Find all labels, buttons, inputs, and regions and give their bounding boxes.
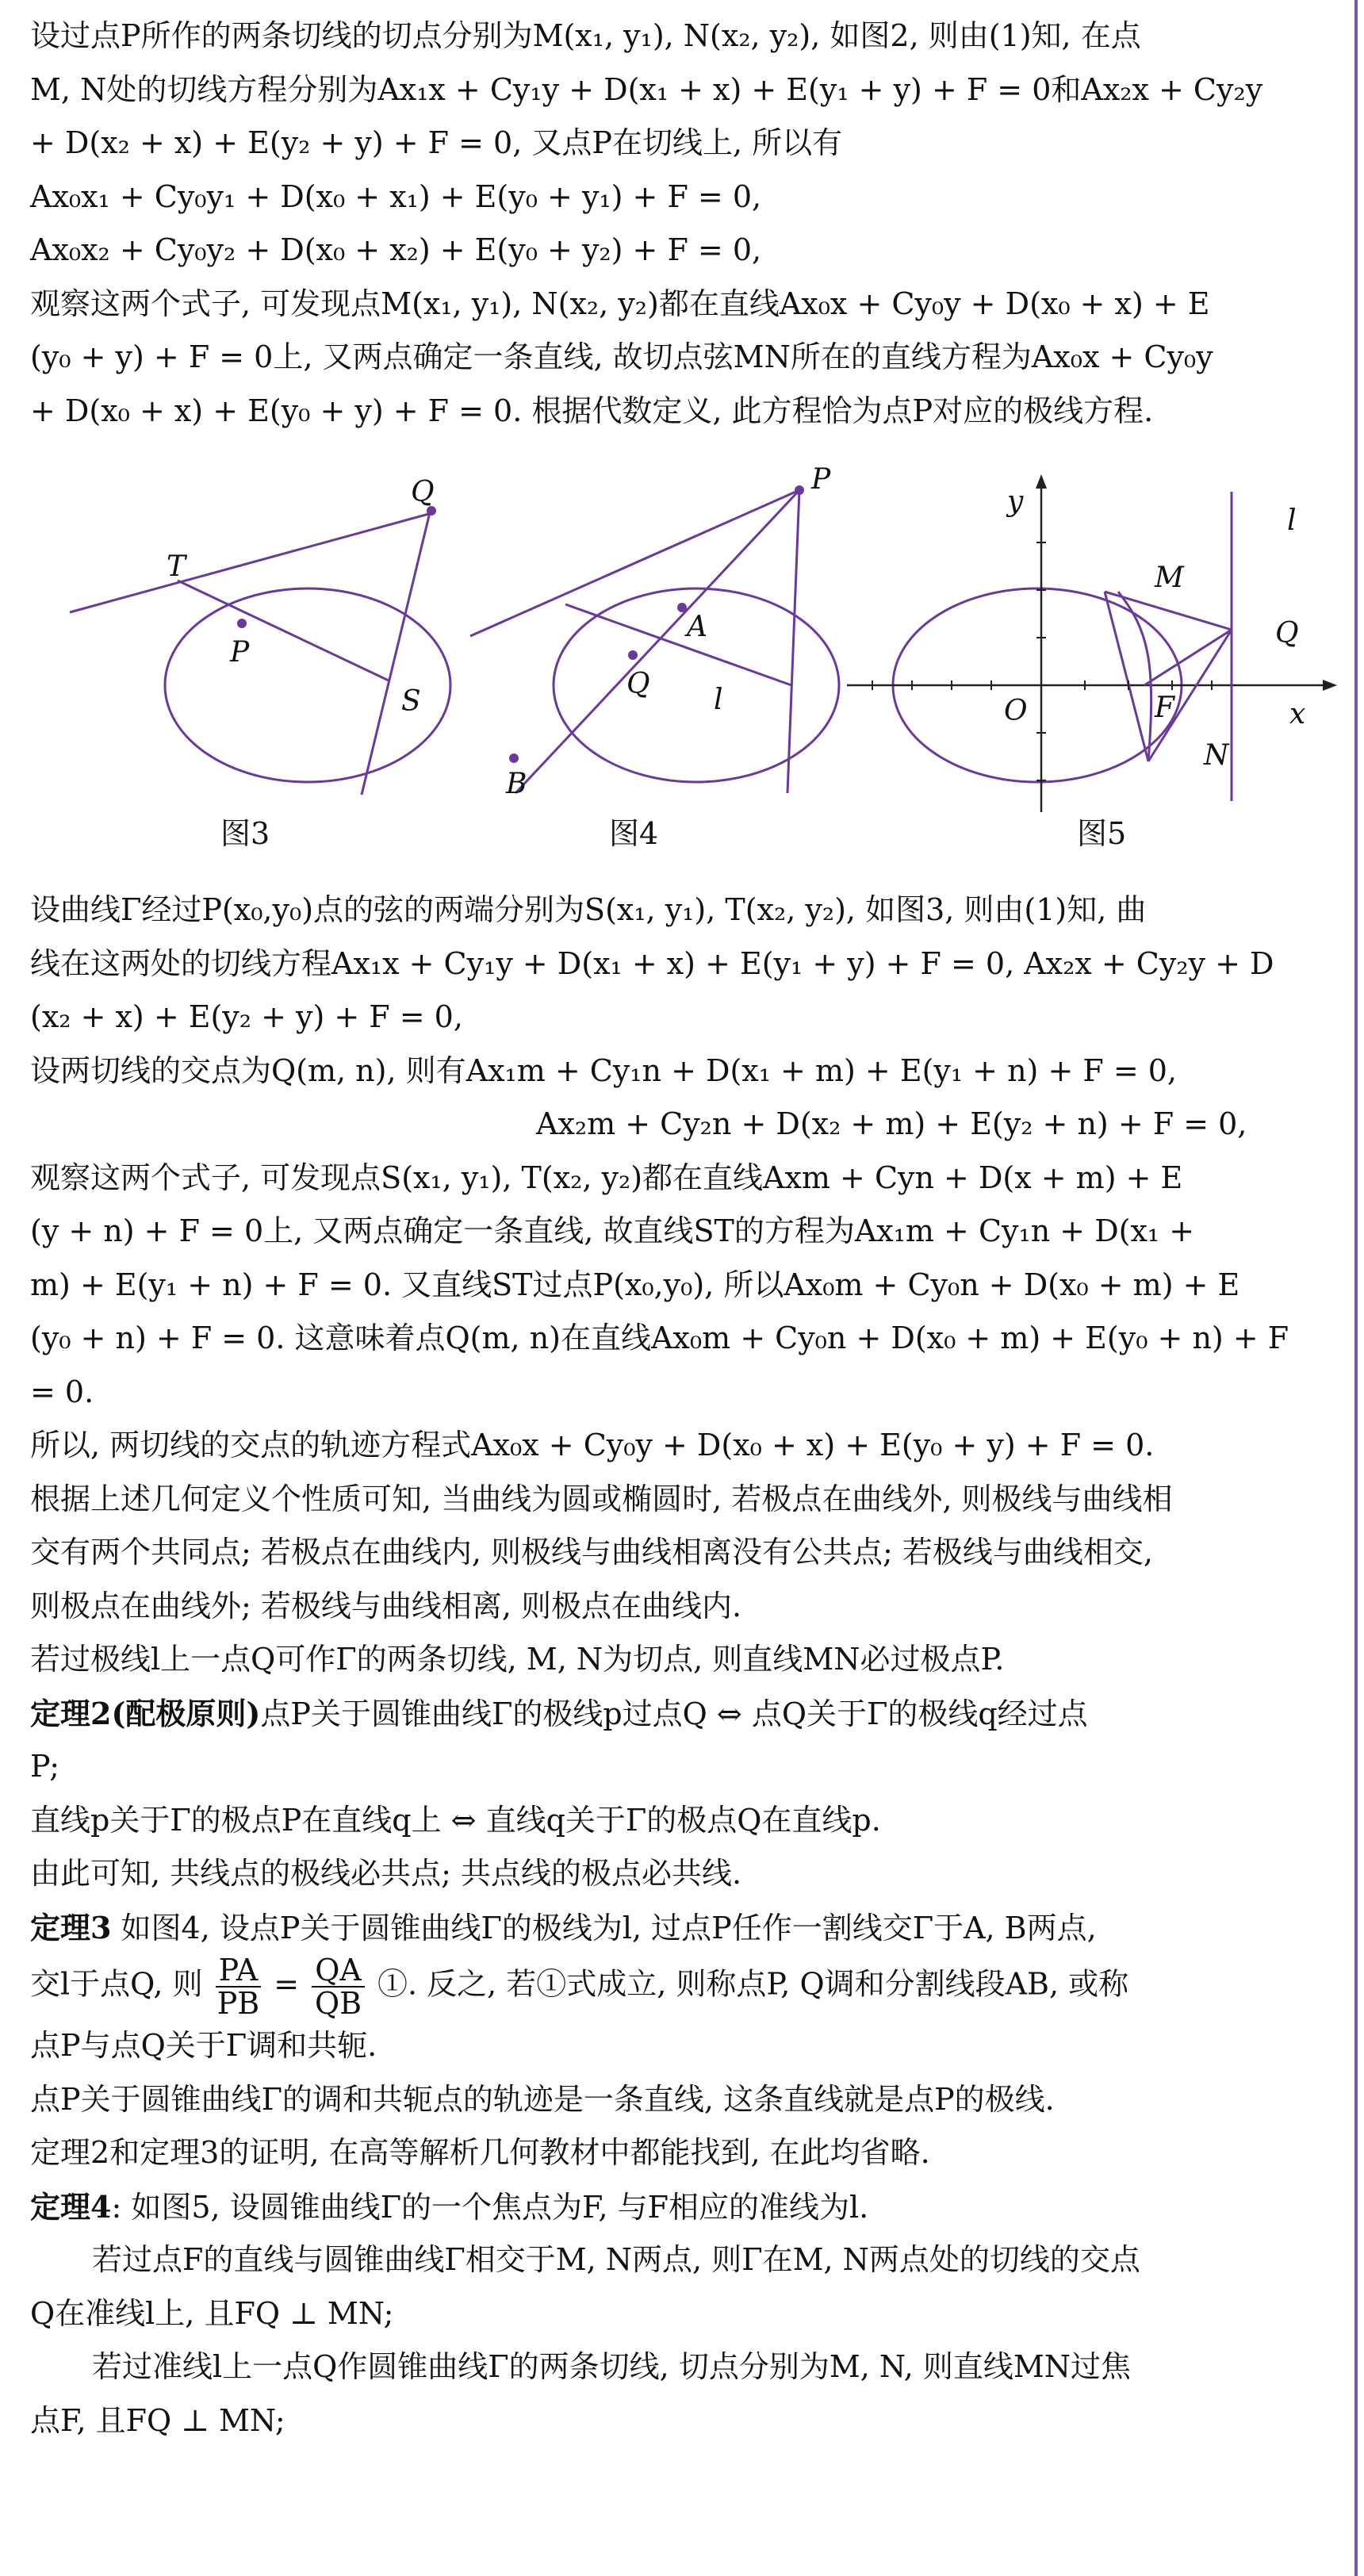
theorem-2-text: 点P关于圆锥曲线Γ的极线p过点Q ⇔ 点Q关于Γ的极线q经过点	[260, 1696, 1088, 1731]
fig5-arc-curve	[1118, 592, 1151, 761]
text-line: 若过点F的直线与圆锥曲线Γ相交于M, N两点, 则Γ在M, N两点处的切线的交点	[92, 2242, 1140, 2277]
equation-line: Ax₂m + Cy₂n + D(x₂ + m) + E(y₂ + n) + F = 0,	[536, 1106, 1247, 1141]
fig3-label-q: Q	[411, 476, 435, 508]
text-line: 所以, 两切线的交点的轨迹方程式Ax₀x + Cy₀y + D(x₀ + x) + E(y₀ + y) + F = 0.	[30, 1428, 1155, 1462]
text-line: 观察这两个式子, 可发现点S(x₁, y₁), T(x₂, y₂)都在直线Axm + Cyn + D(x + m) + E	[30, 1160, 1183, 1195]
fig3-point-p	[237, 619, 247, 628]
page-edge-rule	[1354, 0, 1358, 2576]
text-line: (y + n) + F = 0上, 又两点确定一条直线, 故直线ST的方程为Ax₁m + Cy₁n + D(x₁ +	[30, 1213, 1195, 1248]
paragraph-tangent-chord	[30, 10, 1340, 438]
paragraph-locus	[30, 1152, 1340, 1687]
text-line: 交有两个共同点; 若极点在曲线内, 则极线与曲线相离没有公共点; 若极线与曲线相交,	[30, 1535, 1154, 1570]
text-line: (x₂ + x) + E(y₂ + y) + F = 0,	[30, 999, 463, 1034]
figure-4-caption: 图4	[609, 816, 659, 851]
figure-5-diagram	[847, 481, 1331, 812]
fig3-label-s: S	[401, 685, 421, 718]
text-line: 若过极线l上一点Q可作Γ的两条切线, M, N为切点, 则直线MN必过极点P.	[30, 1642, 1005, 1677]
paragraph-chord-through-p	[30, 884, 1340, 1152]
text-line: 点F, 且FQ ⊥ MN;	[30, 2402, 285, 2438]
fig4-label-p: P	[811, 463, 831, 496]
fig5-label-x: x	[1289, 698, 1306, 730]
text-line: + D(x₀ + x) + E(y₀ + y) + F = 0. 根据代数定义, 此方程恰为点P对应的极线方程.	[30, 393, 1154, 428]
text-line: P;	[30, 1749, 60, 1784]
fig5-label-m: M	[1155, 562, 1184, 594]
theorem-3-text: 交l于点Q, 则	[30, 1966, 203, 2002]
text-line: 线在这两处的切线方程Ax₁x + Cy₁y + D(x₁ + x) + E(y₁ + y) + F = 0, Ax₂x + Cy₂y + D	[30, 945, 1274, 981]
theorem-3	[30, 1901, 1340, 2180]
theorem-4-text: : 如图5, 设圆锥曲线Γ的一个焦点为F, 与F相应的准线为l.	[111, 2189, 869, 2225]
figure-5-caption: 图5	[1077, 816, 1127, 851]
fig4-secant-pb	[515, 490, 799, 793]
fig4-label-q: Q	[626, 668, 650, 700]
theorem-4	[30, 2180, 1340, 2448]
fig5-label-q: Q	[1275, 617, 1299, 650]
fig4-label-l: l	[714, 684, 723, 716]
fig4-point-q	[628, 650, 638, 660]
fig5-label-n: N	[1204, 739, 1229, 772]
text-line: m) + E(y₁ + n) + F = 0. 又直线ST过点P(x₀,y₀), 所以Ax₀m + Cy₀n + D(x₀ + m) + E	[30, 1267, 1240, 1302]
figure-4-diagram	[470, 490, 839, 793]
fig5-segment-fq	[1144, 630, 1232, 685]
text-line: 直线p关于Γ的极点P在直线q上 ⇔ 直线q关于Γ的极点Q在直线p.	[30, 1802, 881, 1838]
figures-row	[30, 447, 1340, 860]
document-page	[30, 10, 1340, 2448]
fig3-label-p: P	[230, 636, 250, 669]
theorem-4-label: 定理4	[30, 2188, 112, 2225]
fig4-point-b	[509, 753, 519, 763]
theorem-3-text: 如图4, 设点P关于圆锥曲线Γ的极线为l, 过点P任作一割线交Γ于A, B两点,	[121, 1910, 1097, 1945]
text-line: 设曲线Γ经过P(x₀,y₀)点的弦的两端分别为S(x₁, y₁), T(x₂, y₂), 如图3, 则由(1)知, 曲	[30, 892, 1147, 927]
theorem-3-text: ①. 反之, 若①式成立, 则称点P, Q调和分割线段AB, 或称	[377, 1966, 1129, 2002]
theorem-2	[30, 1687, 1340, 1901]
theorem-3-label: 定理3	[30, 1909, 112, 1945]
text-line: 观察这两个式子, 可发现点M(x₁, y₁), N(x₂, y₂)都在直线Ax₀x + Cy₀y + D(x₀ + x) + E	[30, 286, 1210, 321]
figure-3-diagram	[70, 509, 450, 795]
fig4-tangent-upper	[470, 490, 799, 636]
equation-line: Ax₀x₂ + Cy₀y₂ + D(x₀ + x₂) + E(y₀ + y₂) + F = 0,	[30, 232, 762, 267]
text-line: 根据上述几何定义个性质可知, 当曲线为圆或椭圆时, 若极点在曲线外, 则极线与曲线相	[30, 1481, 1173, 1516]
text-line: 点P与点Q关于Γ调和共轭.	[30, 2028, 377, 2063]
fig5-label-y: y	[1007, 485, 1024, 518]
figures-svg	[30, 447, 1340, 860]
text-line: 若过准线l上一点Q作圆锥曲线Γ的两条切线, 切点分别为M, N, 则直线MN过焦	[92, 2349, 1132, 2384]
fig5-label-o: O	[1004, 695, 1028, 727]
text-line: 则极点在曲线外; 若极线与曲线相离, 则极点在曲线内.	[30, 1588, 742, 1623]
equation-line: Ax₀x₁ + Cy₀y₁ + D(x₀ + x₁) + E(y₀ + y₁) + F = 0,	[30, 178, 762, 214]
text-line: Q在准线l上, 且FQ ⊥ MN;	[30, 2295, 394, 2331]
text-line: (y₀ + y) + F = 0上, 又两点确定一条直线, 故切点弦MN所在的直线方程为Ax₀x + Cy₀y	[30, 339, 1213, 374]
fig4-point-p	[795, 485, 804, 495]
fraction-qa-qb: $\frac{QA}{QB}$	[312, 1954, 365, 2019]
text-line: 由此可知, 共线点的极线必共点; 共点线的极点必共线.	[30, 1856, 742, 1891]
fig3-tangent-s	[362, 509, 431, 795]
fraction-pa-pb: $\frac{PA}{PB}$	[216, 1954, 262, 2019]
theorem-2-label: 定理2(配极原则)	[30, 1695, 261, 1731]
fig4-label-a: A	[687, 611, 707, 643]
text-line: 设两切线的交点为Q(m, n), 则有Ax₁m + Cy₁n + D(x₁ + m) + E(y₁ + n) + F = 0,	[30, 1052, 1178, 1088]
fig5-x-arrow	[1323, 680, 1337, 691]
text-line: (y₀ + n) + F = 0. 这意味着点Q(m, n)在直线Ax₀m + Cy₀n + D(x₀ + m) + E(y₀ + n) + F	[30, 1321, 1289, 1355]
fig4-point-a	[677, 603, 687, 612]
text-line: + D(x₂ + x) + E(y₂ + y) + F = 0, 又点P在切线上, 所以有	[30, 125, 843, 160]
text-line: M, N处的切线方程分别为Ax₁x + Cy₁y + D(x₁ + x) + E(y₁ + y) + F = 0和Ax₂x + Cy₂y	[30, 71, 1263, 107]
fig5-label-f: F	[1155, 692, 1174, 724]
fig4-polar-l	[565, 604, 791, 685]
fig4-tangent-right	[787, 490, 799, 793]
fig4-label-b: B	[506, 768, 527, 800]
text-line: 点P关于圆锥曲线Γ的调和共轭点的轨迹是一条直线, 这条直线就是点P的极线.	[30, 2081, 1055, 2117]
fig5-y-arrow	[1036, 474, 1047, 489]
fig3-label-t: T	[167, 550, 186, 583]
text-line: = 0.	[30, 1374, 94, 1409]
text-line: 设过点P所作的两条切线的切点分别为M(x₁, y₁), N(x₂, y₂), 如图2, 则由(1)知, 在点	[30, 18, 1141, 53]
fig5-label-l: l	[1287, 504, 1297, 537]
text-line: 定理2和定理3的证明, 在高等解析几何教材中都能找到, 在此均省略.	[30, 2135, 930, 2170]
equals-sign: =	[274, 1966, 300, 2002]
figure-3-caption: 图3	[220, 816, 270, 851]
